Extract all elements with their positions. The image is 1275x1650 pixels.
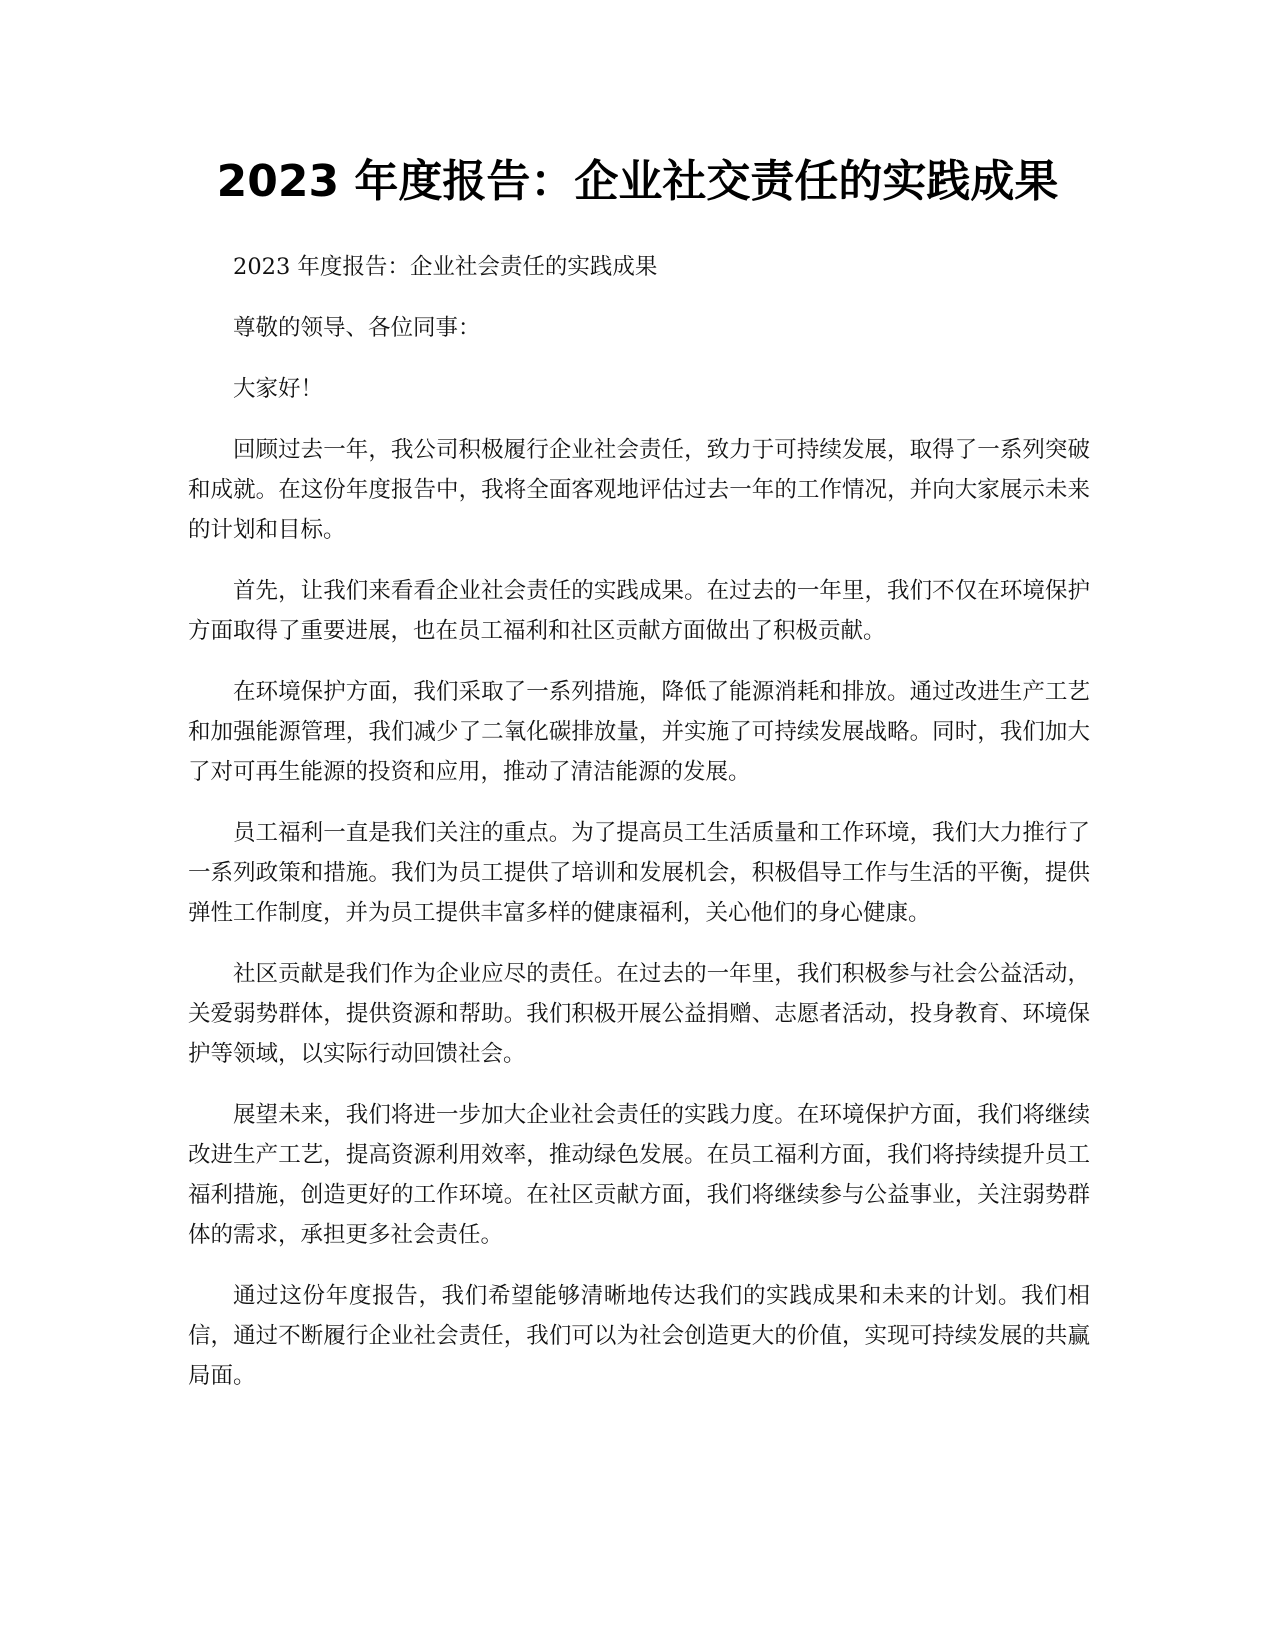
conclusion-paragraph: 通过这份年度报告，我们希望能够清晰地传达我们的实践成果和未来的计划。我们相信，通过不断履行企业社会责任，我们可以为社会创造更大的价值，实现可持续发展的共赢局面。: [188, 1283, 1090, 1389]
document-title: 2023 年度报告：企业社交责任的实践成果: [216, 156, 1059, 207]
review-paragraph: 回顾过去一年，我公司积极履行企业社会责任，致力于可持续发展，取得了一系列突破和成就。在这份年度报告中，我将全面客观地评估过去一年的工作情况，并向大家展示未来的计划和目标。: [188, 437, 1090, 543]
employee-welfare-paragraph: 员工福利一直是我们关注的重点。为了提高员工生活质量和工作环境，我们大力推行了一系列政策和措施。我们为员工提供了培训和发展机会，积极倡导工作与生活的平衡，提供弹性工作制度，并为员工提供丰富多样的健康福利，关心他们的身心健康。: [188, 820, 1090, 926]
achievements-intro-paragraph: 首先，让我们来看看企业社会责任的实践成果。在过去的一年里，我们不仅在环境保护方面取得了重要进展，也在员工福利和社区贡献方面做出了积极贡献。: [188, 578, 1090, 644]
salutation-paragraph: 尊敬的领导、各位同事：: [233, 315, 481, 341]
outlook-paragraph: 展望未来，我们将进一步加大企业社会责任的实践力度。在环境保护方面，我们将继续改进生产工艺，提高资源利用效率，推动绿色发展。在员工福利方面，我们将持续提升员工福利措施，创造更好的工作环境。在社区贡献方面，我们将继续参与公益事业，关注弱势群体的需求，承担更多社会责任。: [188, 1102, 1090, 1248]
greeting-paragraph: 大家好！: [233, 376, 324, 402]
report-subtitle-paragraph: 2023 年度报告：企业社会责任的实践成果: [233, 254, 658, 280]
community-paragraph: 社区贡献是我们作为企业应尽的责任。在过去的一年里，我们积极参与社会公益活动，关爱弱势群体，提供资源和帮助。我们积极开展公益捐赠、志愿者活动，投身教育、环境保护等领域，以实际行动回馈社会。: [188, 961, 1090, 1067]
document-body: [188, 247, 1090, 1417]
environment-paragraph: 在环境保护方面，我们采取了一系列措施，降低了能源消耗和排放。通过改进生产工艺和加强能源管理，我们减少了二氧化碳排放量，并实施了可持续发展战略。同时，我们加大了对可再生能源的投资和应用，推动了清洁能源的发展。: [188, 679, 1090, 785]
